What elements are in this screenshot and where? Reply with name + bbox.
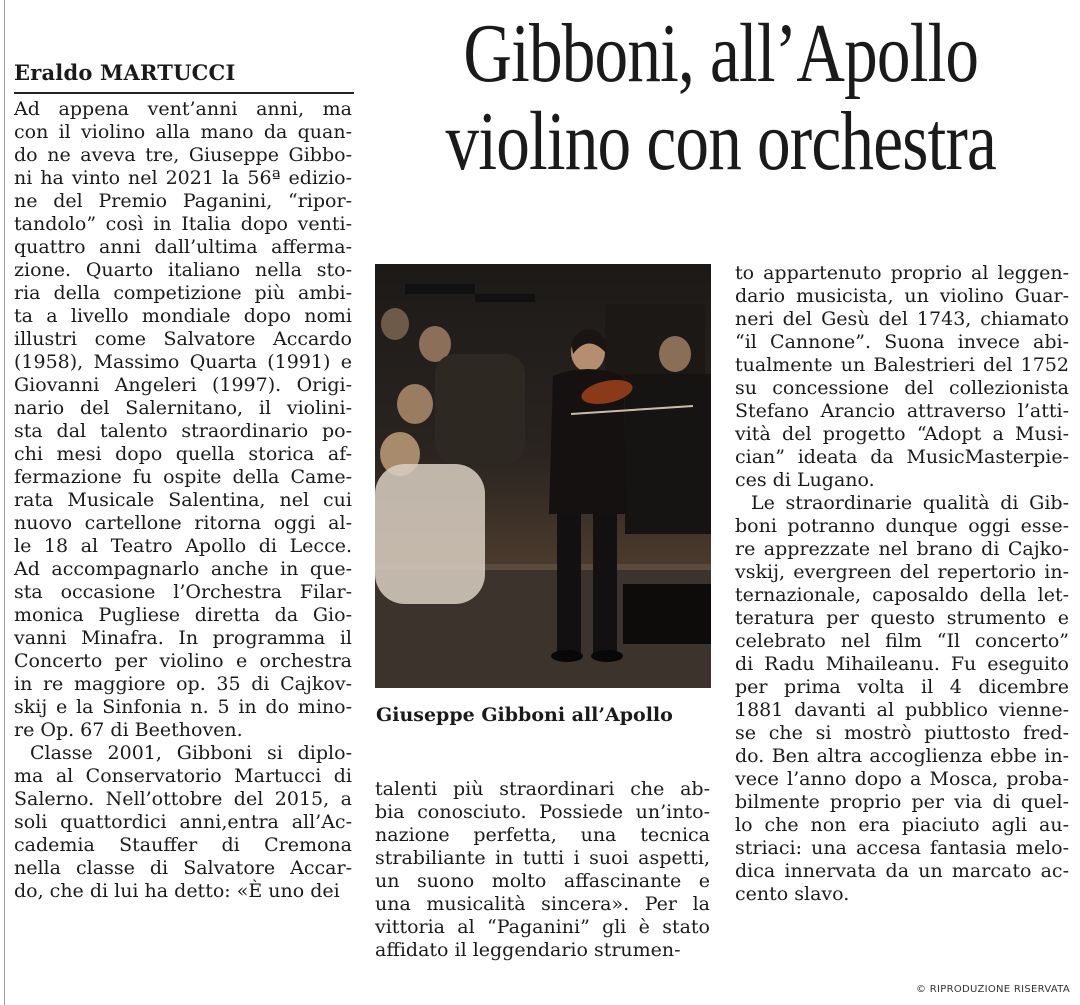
article-text-line: re apprezzate nel brano di Cajko-: [735, 538, 1069, 560]
article-text-line: chi mesi dopo quella storica af-: [14, 443, 352, 465]
article-text-line: nazione perfetta, una tecnica: [375, 824, 710, 846]
article-text-line: “il Cannone”. Suona invece abi-: [735, 331, 1069, 353]
article-text-line: do ne aveva tre, Giuseppe Gibbo-: [14, 144, 352, 166]
author-byline: Eraldo MARTUCCI: [14, 60, 236, 85]
article-text-line: illustri come Salvatore Accardo: [14, 328, 352, 350]
article-text-line: Salerno. Nell’ottobre del 2015, a: [14, 788, 352, 810]
column-rule: [4, 0, 5, 1005]
article-text-line: tualmente un Balestrieri del 1752: [735, 354, 1069, 376]
article-text-line: quattro anni dall’ultima afferma-: [14, 236, 352, 258]
article-text-line: vittoria al “Paganini” gli è stato: [375, 916, 710, 938]
headline-line-2: violino con orchestra: [445, 95, 997, 188]
article-text-line: un suono molto affascinante e: [375, 870, 710, 892]
article-text-line: ni ha vinto nel 2021 la 56ª edizio-: [14, 167, 352, 189]
article-text-line: vece l’anno dopo a Mosca, proba-: [735, 768, 1069, 790]
article-text-line: strabiliante in tutti i suoi aspetti,: [375, 847, 710, 869]
article-text-line: bilmente proprio per via di quel-: [735, 791, 1069, 813]
article-text-line: rata Musicale Salentina, nel cui: [14, 489, 352, 511]
article-text-line: Stefano Arancio attraverso l’atti-: [735, 400, 1069, 422]
article-text-line: skij e la Sinfonia n. 5 in do mino-: [14, 696, 352, 718]
article-text-line: do. Ben altra accoglienza ebbe in-: [735, 745, 1069, 767]
article-text-line: ternazionale, caposaldo della let-: [735, 584, 1069, 606]
photo-illustration: [375, 264, 711, 688]
article-text-line: ta a livello mondiale dopo nomi: [14, 305, 352, 327]
article-text-line: boni potranno dunque oggi esse-: [735, 515, 1069, 537]
article-text-line: ne del Premio Paganini, “ripor-: [14, 190, 352, 212]
article-text-line: Ad appena vent’anni anni, ma: [14, 98, 352, 120]
article-text-line: dario musicista, un violino Guar-: [735, 285, 1069, 307]
article-text-line: su concessione del collezionista: [735, 377, 1069, 399]
headline-line-1: Gibboni, all’Apollo: [463, 7, 979, 100]
article-text-line: celebrato nel film “Il concerto”: [735, 630, 1069, 652]
article-text-line: di Radu Mihaileanu. Fu eseguito: [735, 653, 1069, 675]
article-text-line: talenti più straordinari che ab-: [375, 778, 710, 800]
article-text-line: Le straordinarie qualità di Gib-: [751, 492, 1069, 514]
article-text-line: cian” ideata da MusicMasterpie-: [735, 446, 1069, 468]
article-text-line: se che si mostrò piuttosto fred-: [735, 722, 1069, 744]
article-text-line: una musicalità sincera». Per la: [375, 893, 710, 915]
article-column-3: [735, 262, 1069, 906]
article-text-line: nuovo cartellone ritorna oggi al-: [14, 512, 352, 534]
article-text-line: ma al Conservatorio Martucci di: [14, 765, 352, 787]
article-column-1: [14, 98, 352, 903]
article-text-line: Concerto per violino e orchestra: [14, 650, 352, 672]
article-text-line: vanni Minafra. In programma il: [14, 627, 352, 649]
article-text-line: monica Pugliese diretta da Gio-: [14, 604, 352, 626]
article-text-line: neri del Gesù del 1743, chiamato: [735, 308, 1069, 330]
article-text-line: bia conosciuto. Possiede un’into-: [375, 801, 710, 823]
article-text-line: in re maggiore op. 35 di Cajkov-: [14, 673, 352, 695]
article-text-line: 1881 davanti al pubblico vienne-: [735, 699, 1069, 721]
article-text-line: cademia Stauffer di Cremona: [14, 834, 352, 856]
article-text-line: re Op. 67 di Beethoven.: [14, 719, 243, 741]
article-text-line: vskij, evergreen del repertorio in-: [735, 561, 1069, 583]
article-text-line: fermazione fu ospite della Came-: [14, 466, 352, 488]
article-text-line: do, che di lui ha detto: «È uno dei: [14, 880, 340, 902]
article-text-line: dica innervata da un marcato ac-: [735, 860, 1069, 882]
article-text-line: nario del Salernitano, il violini-: [14, 397, 352, 419]
article-text-line: vità del progetto “Adopt a Musi-: [735, 423, 1069, 445]
article-text-line: sta occasione l’Orchestra Filar-: [14, 581, 352, 603]
article-text-line: con il violino alla mano da quan-: [14, 121, 352, 143]
article-text-line: zione. Quarto italiano nella sto-: [14, 259, 352, 281]
byline-rule: [14, 92, 354, 94]
article-text-line: cento slavo.: [735, 883, 850, 905]
article-text-line: ces di Lugano.: [735, 469, 875, 491]
article-text-line: Giovanni Angeleri (1997). Origi-: [14, 374, 352, 396]
concert-photo: [375, 264, 711, 688]
article-text-line: striaci: una accesa fantasia melo-: [735, 837, 1069, 859]
copyright-notice: © RIPRODUZIONE RISERVATA: [915, 984, 1070, 995]
article-text-line: nella classe di Salvatore Accar-: [14, 857, 352, 879]
article-text-line: sta dal talento straordinario po-: [14, 420, 352, 442]
article-text-line: soli quattordici anni,entra all’Ac-: [14, 811, 352, 833]
article-text-line: Ad accompagnarlo anche in que-: [14, 558, 352, 580]
photo-caption: Giuseppe Gibboni all’Apollo: [376, 704, 673, 726]
article-text-line: (1958), Massimo Quarta (1991) e: [14, 351, 352, 373]
article-text-line: tandolo” così in Italia dopo venti-: [14, 213, 352, 235]
article-text-line: to appartenuto proprio al leggen-: [735, 262, 1069, 284]
article-text-line: ria della competizione più ambi-: [14, 282, 352, 304]
article-text-line: le 18 al Teatro Apollo di Lecce.: [14, 535, 352, 557]
headline: [376, 7, 1066, 188]
article-column-2: [375, 778, 710, 962]
article-text-line: per prima volta il 4 dicembre: [735, 676, 1069, 698]
article-text-line: Classe 2001, Gibboni si diplo-: [30, 742, 352, 764]
article-text-line: teratura per questo strumento e: [735, 607, 1069, 629]
article-text-line: lo che non era piaciuto agli au-: [735, 814, 1069, 836]
article-text-line: affidato il leggendario strumen-: [375, 939, 681, 961]
